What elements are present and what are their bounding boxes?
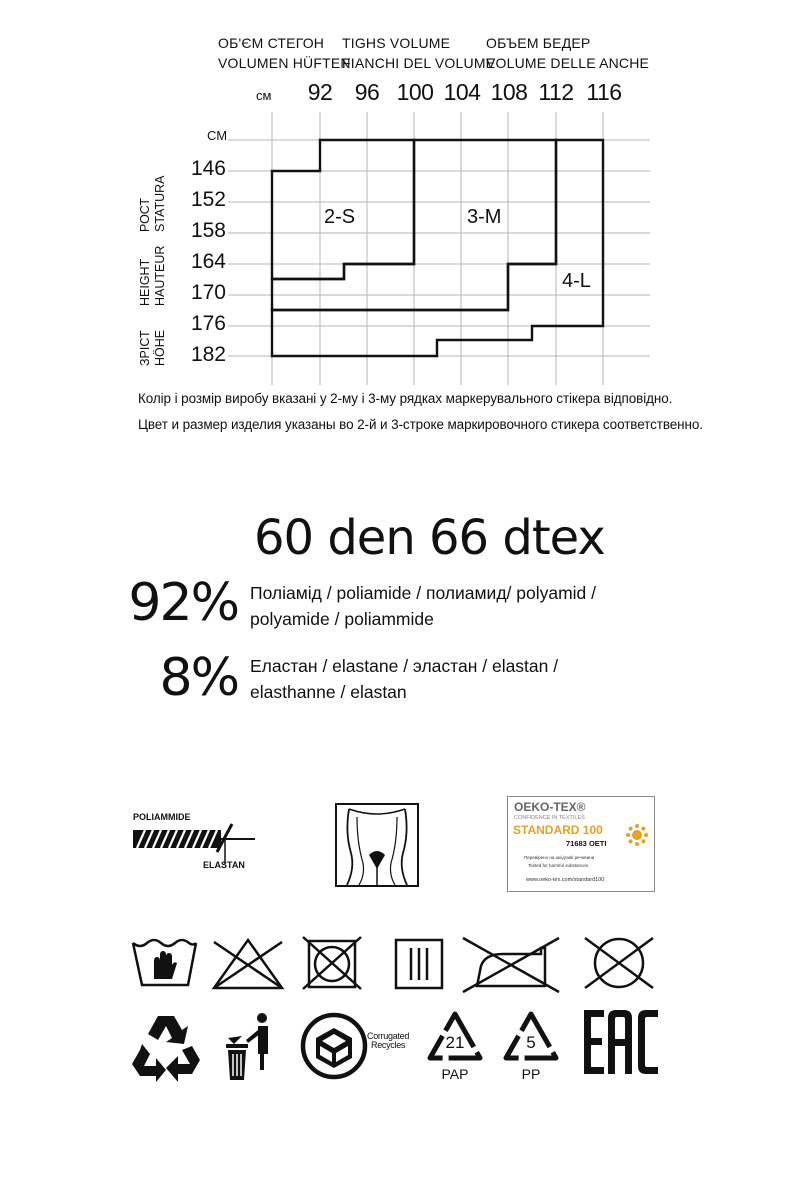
hip-header-en-it: TIGHS VOLUME FIANCHI DEL VOLUME xyxy=(342,35,496,71)
hip-header-ua-de: ОБ'ЄМ СТЕГОН VOLUMEN HÜFTEN xyxy=(218,35,351,71)
eac-mark-icon xyxy=(584,1010,658,1074)
note-russian: Цвет и размер изделия указаны во 2-й и 3-строке маркировочного стикера соответственно. xyxy=(138,417,703,432)
height-label-ru-it: РОСТ STATURA xyxy=(138,175,167,232)
recycle-icon xyxy=(130,1012,202,1084)
fiber-bottom-label: ELASTAN xyxy=(203,860,245,870)
oeko-title: OEKO-TEX® xyxy=(514,800,586,814)
oeko-standard: STANDARD 100 xyxy=(513,823,603,837)
height-value: 152 xyxy=(190,188,226,211)
pap-number: 21 xyxy=(445,1033,465,1052)
height-label-en-fr: HEIGHT HAUTEUR xyxy=(138,245,167,306)
pap-label: PAP xyxy=(441,1066,469,1082)
note-ukrainian: Колір і розмір виробу вказані у 2-му і 3-му рядках маркерувального стікера відповідно. xyxy=(138,391,673,406)
height-unit: СМ xyxy=(207,128,228,143)
oeko-url: www.oeko-tex.com/standard100 xyxy=(526,877,605,883)
size-region-4-l xyxy=(272,140,603,356)
no-bleach-icon xyxy=(210,936,286,992)
oeko-tex-badge xyxy=(507,796,655,892)
oeko-subtitle: CONFIDENCE IN TEXTILES xyxy=(514,815,585,821)
hip-value: 116 xyxy=(586,79,622,105)
line-dry-icon xyxy=(393,936,445,992)
pp-number: 5 xyxy=(526,1033,536,1052)
corrugated-label: Corrugated Recycles xyxy=(367,1031,410,1050)
height-value: 164 xyxy=(190,250,226,273)
corrugated-recycle-icon xyxy=(300,1012,368,1080)
no-tumble-dry-icon xyxy=(299,935,365,991)
height-value: 182 xyxy=(190,343,226,366)
hip-value: 108 xyxy=(490,79,528,105)
height-value: 170 xyxy=(190,281,226,304)
grid-lines xyxy=(228,112,650,385)
sun-flower-icon xyxy=(625,823,649,847)
hip-value: 92 xyxy=(307,79,333,105)
no-dry-clean-icon xyxy=(581,934,657,992)
hand-wash-icon xyxy=(130,935,200,991)
trash-bin-icon xyxy=(222,1010,278,1082)
height-label-ua-de: ЗРІСТ HÖHE xyxy=(138,329,167,366)
size-label-3-m: 3-M xyxy=(467,206,502,228)
pp-label: PP xyxy=(521,1066,541,1082)
hip-unit: см xyxy=(256,88,272,103)
oeko-tested-ua: Перевірено на шкідливі речовини xyxy=(524,855,595,860)
size-grid xyxy=(0,0,800,400)
composition-material: Поліамід / poliamide / полиамид/ polyamid / polyamide / poliammide xyxy=(250,583,597,629)
size-label-4-l: 4-L xyxy=(562,270,591,292)
hip-value: 112 xyxy=(538,79,574,105)
hip-value: 104 xyxy=(443,79,481,105)
fiber-badge xyxy=(133,812,258,874)
density-title: 60 den 66 dtex xyxy=(254,510,605,566)
twisted-yarn-icon xyxy=(133,824,258,864)
composition-percent: 92% xyxy=(128,573,238,633)
hip-value: 96 xyxy=(354,79,380,105)
height-value: 146 xyxy=(190,157,226,180)
oeko-tested-en: Tested for harmful substances xyxy=(528,863,589,868)
composition-material: Еластан / elastane / эластан / elastan / elasthanne / elastan xyxy=(250,656,559,702)
height-value: 176 xyxy=(190,312,226,335)
tights-icon xyxy=(335,803,419,887)
hip-header-ru-fr: ОБЪЕМ БЕДЕР VOLUME DELLE ANCHE xyxy=(486,35,650,71)
no-iron-icon xyxy=(459,934,563,994)
height-value: 158 xyxy=(190,219,226,242)
fiber-top-label: POLIAMMIDE xyxy=(133,812,191,822)
oeko-code: 71683 OETI xyxy=(566,839,607,848)
size-label-2-s: 2-S xyxy=(324,206,356,228)
hip-value: 100 xyxy=(396,79,434,105)
composition-percent: 8% xyxy=(159,648,238,708)
